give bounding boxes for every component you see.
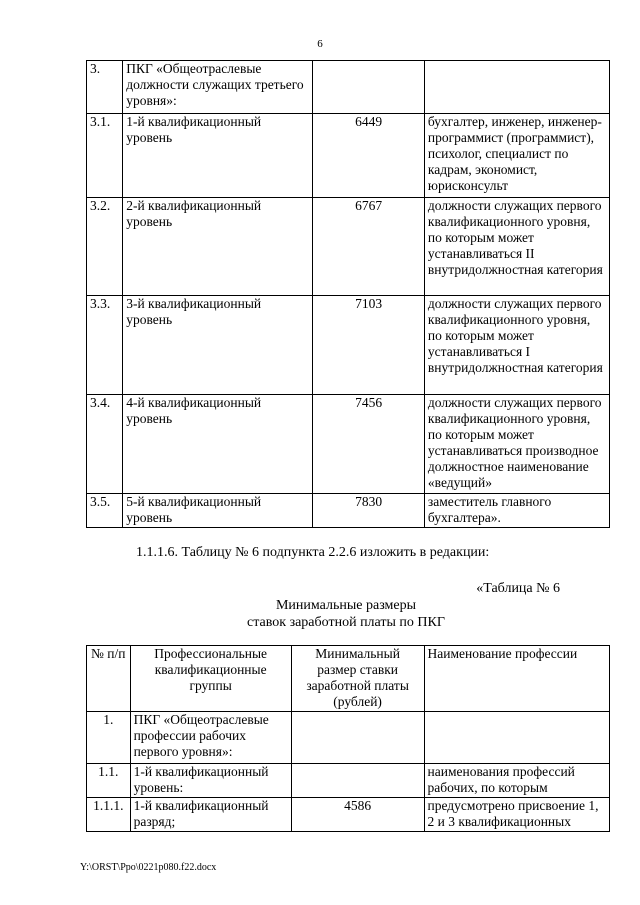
group-name: 2-й квалификационный уровень — [123, 198, 313, 296]
group-name: 5-й квалификационный уровень — [123, 494, 313, 528]
table-row — [87, 798, 610, 832]
file-path-footer: Y:\ORST\Ppo\0221p080.f22.docx — [80, 862, 217, 873]
table-label: «Таблица № 6 — [476, 581, 560, 596]
page-number: 6 — [317, 38, 323, 50]
salary-value: 7456 — [313, 395, 425, 494]
row-number: 1.1.1. — [87, 798, 131, 832]
row-number: 3. — [87, 61, 123, 114]
caption-line: Минимальные размеры — [275, 598, 417, 613]
salary-value: 7103 — [313, 296, 425, 395]
table-row — [87, 114, 610, 198]
table-row — [87, 296, 610, 395]
profession-name: предусмотрено присвоение 1, 2 и 3 квалификационных — [424, 798, 610, 832]
positions-list: бухгалтер, инженер, инженер-программист (программист), психолог, специалист по кадрам, экономист, юрисконсульт — [424, 114, 609, 198]
group-name: ПКГ «Общеотраслевые должности служащих третьего уровня»: — [123, 61, 313, 114]
positions-list — [424, 61, 609, 114]
table-row — [87, 395, 610, 494]
row-number: 3.3. — [87, 296, 123, 395]
positions-list: заместитель главного бухгалтера». — [424, 494, 609, 528]
rate-value — [291, 764, 424, 798]
row-number: 3.2. — [87, 198, 123, 296]
salary-table-third-level — [86, 60, 610, 528]
row-number: 1. — [87, 712, 131, 764]
row-number: 1.1. — [87, 764, 131, 798]
rate-value: 4586 — [291, 798, 424, 832]
row-number: 3.5. — [87, 494, 123, 528]
salary-value — [313, 61, 425, 114]
salary-value: 6767 — [313, 198, 425, 296]
group-name: 4-й квалификационный уровень — [123, 395, 313, 494]
salary-value: 6449 — [313, 114, 425, 198]
positions-list: должности служащих первого квалификационного уровня, по которым может устанавливаться II внутридолжностная категория — [424, 198, 609, 296]
header-number: № п/п — [87, 646, 131, 712]
row-number: 3.1. — [87, 114, 123, 198]
header-group: Профессиональные квалификационные группы — [130, 646, 291, 712]
table-header-row — [87, 646, 610, 712]
positions-list: должности служащих первого квалификационного уровня, по которым может устанавливаться производное должностное наименование «ведущий» — [424, 395, 609, 494]
rate-value — [291, 712, 424, 764]
table-caption — [196, 597, 496, 631]
table-row — [87, 712, 610, 764]
row-number: 3.4. — [87, 395, 123, 494]
header-rate: Минимальный размер ставки заработной платы (рублей) — [291, 646, 424, 712]
group-name: 3-й квалификационный уровень — [123, 296, 313, 395]
group-name: ПКГ «Общеотраслевые профессии рабочих первого уровня»: — [130, 712, 291, 764]
header-profession: Наименование профессии — [424, 646, 610, 712]
caption-line: ставок заработной платы по ПКГ — [247, 615, 445, 630]
worker-rates-table — [86, 645, 610, 832]
table-row — [87, 198, 610, 296]
profession-name: наименования профессий рабочих, по которым — [424, 764, 610, 798]
table-row — [87, 61, 610, 114]
table-row — [87, 494, 610, 528]
group-name: 1-й квалификационный уровень: — [130, 764, 291, 798]
profession-name — [424, 712, 610, 764]
salary-value: 7830 — [313, 494, 425, 528]
group-name: 1-й квалификационный уровень — [123, 114, 313, 198]
amendment-paragraph: 1.1.1.6. Таблицу № 6 подпункта 2.2.6 изложить в редакции: — [136, 545, 490, 560]
table-row — [87, 764, 610, 798]
group-name: 1-й квалификационный разряд; — [130, 798, 291, 832]
positions-list: должности служащих первого квалификационного уровня, по которым может устанавливаться I внутридолжностная категория — [424, 296, 609, 395]
